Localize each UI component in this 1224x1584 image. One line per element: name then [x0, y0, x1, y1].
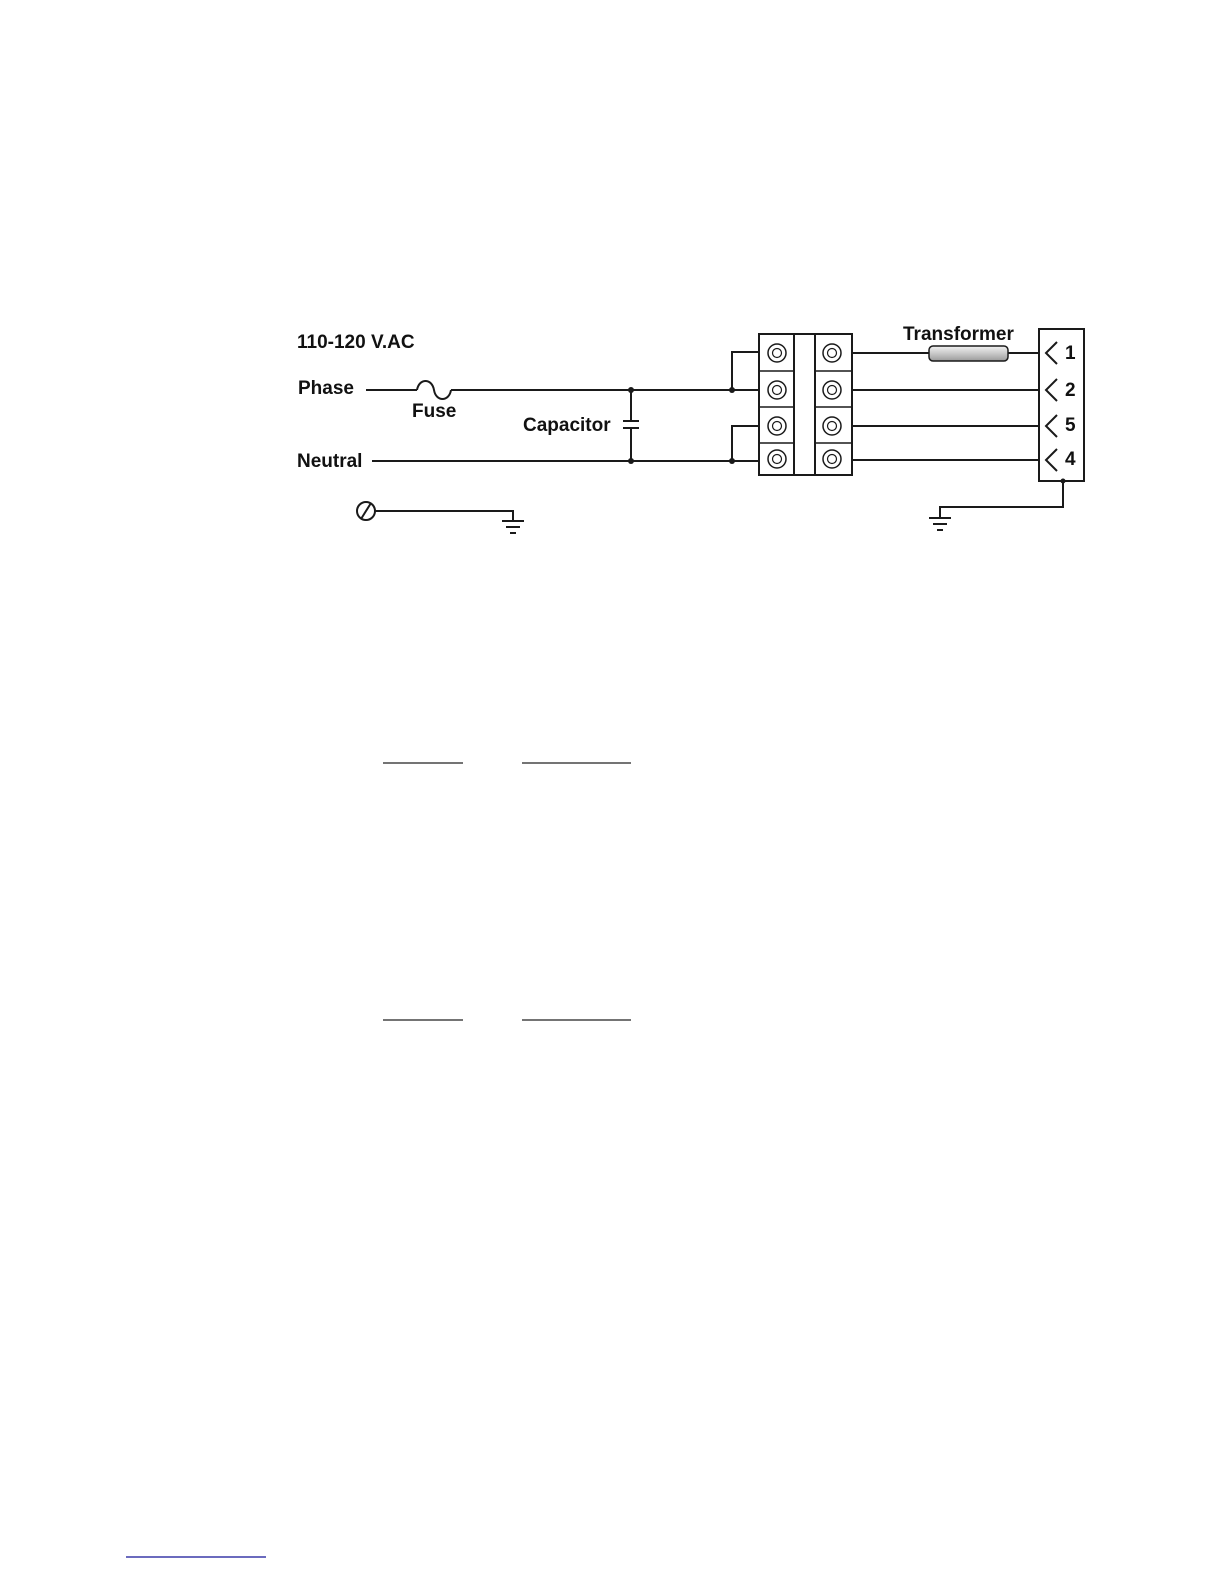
voltage-label: 110-120 V.AC: [297, 332, 415, 353]
output-wires: [852, 346, 1045, 460]
terminal-block: [759, 334, 852, 475]
terminal-screw: [768, 344, 786, 362]
connector-pin-label: 5: [1065, 415, 1076, 436]
terminal-screw: [823, 450, 841, 468]
earth-ground: [357, 502, 524, 533]
terminal-screw: [823, 344, 841, 362]
connector-pin-label: 1: [1065, 343, 1076, 364]
connector: [1039, 329, 1084, 481]
terminal-screw: [823, 417, 841, 435]
connector-pin-label: 4: [1065, 449, 1076, 470]
terminal-screw: [823, 381, 841, 399]
fuse-label: Fuse: [412, 401, 457, 422]
phase-label: Phase: [298, 378, 354, 399]
transformer-symbol: [929, 346, 1008, 361]
terminal-screw: [768, 450, 786, 468]
capacitor-symbol: [623, 387, 639, 464]
transformer-label: Transformer: [903, 324, 1014, 345]
fuse-symbol: [417, 381, 451, 399]
connector-ground: [929, 479, 1066, 531]
jumper-wires: [729, 352, 759, 464]
capacitor-label: Capacitor: [523, 415, 611, 436]
terminal-screw: [768, 417, 786, 435]
blank-lines: [126, 763, 631, 1557]
phase-line: [366, 381, 759, 399]
terminal-screw: [768, 381, 786, 399]
connector-pin-label: 2: [1065, 380, 1076, 401]
neutral-label: Neutral: [297, 451, 363, 472]
